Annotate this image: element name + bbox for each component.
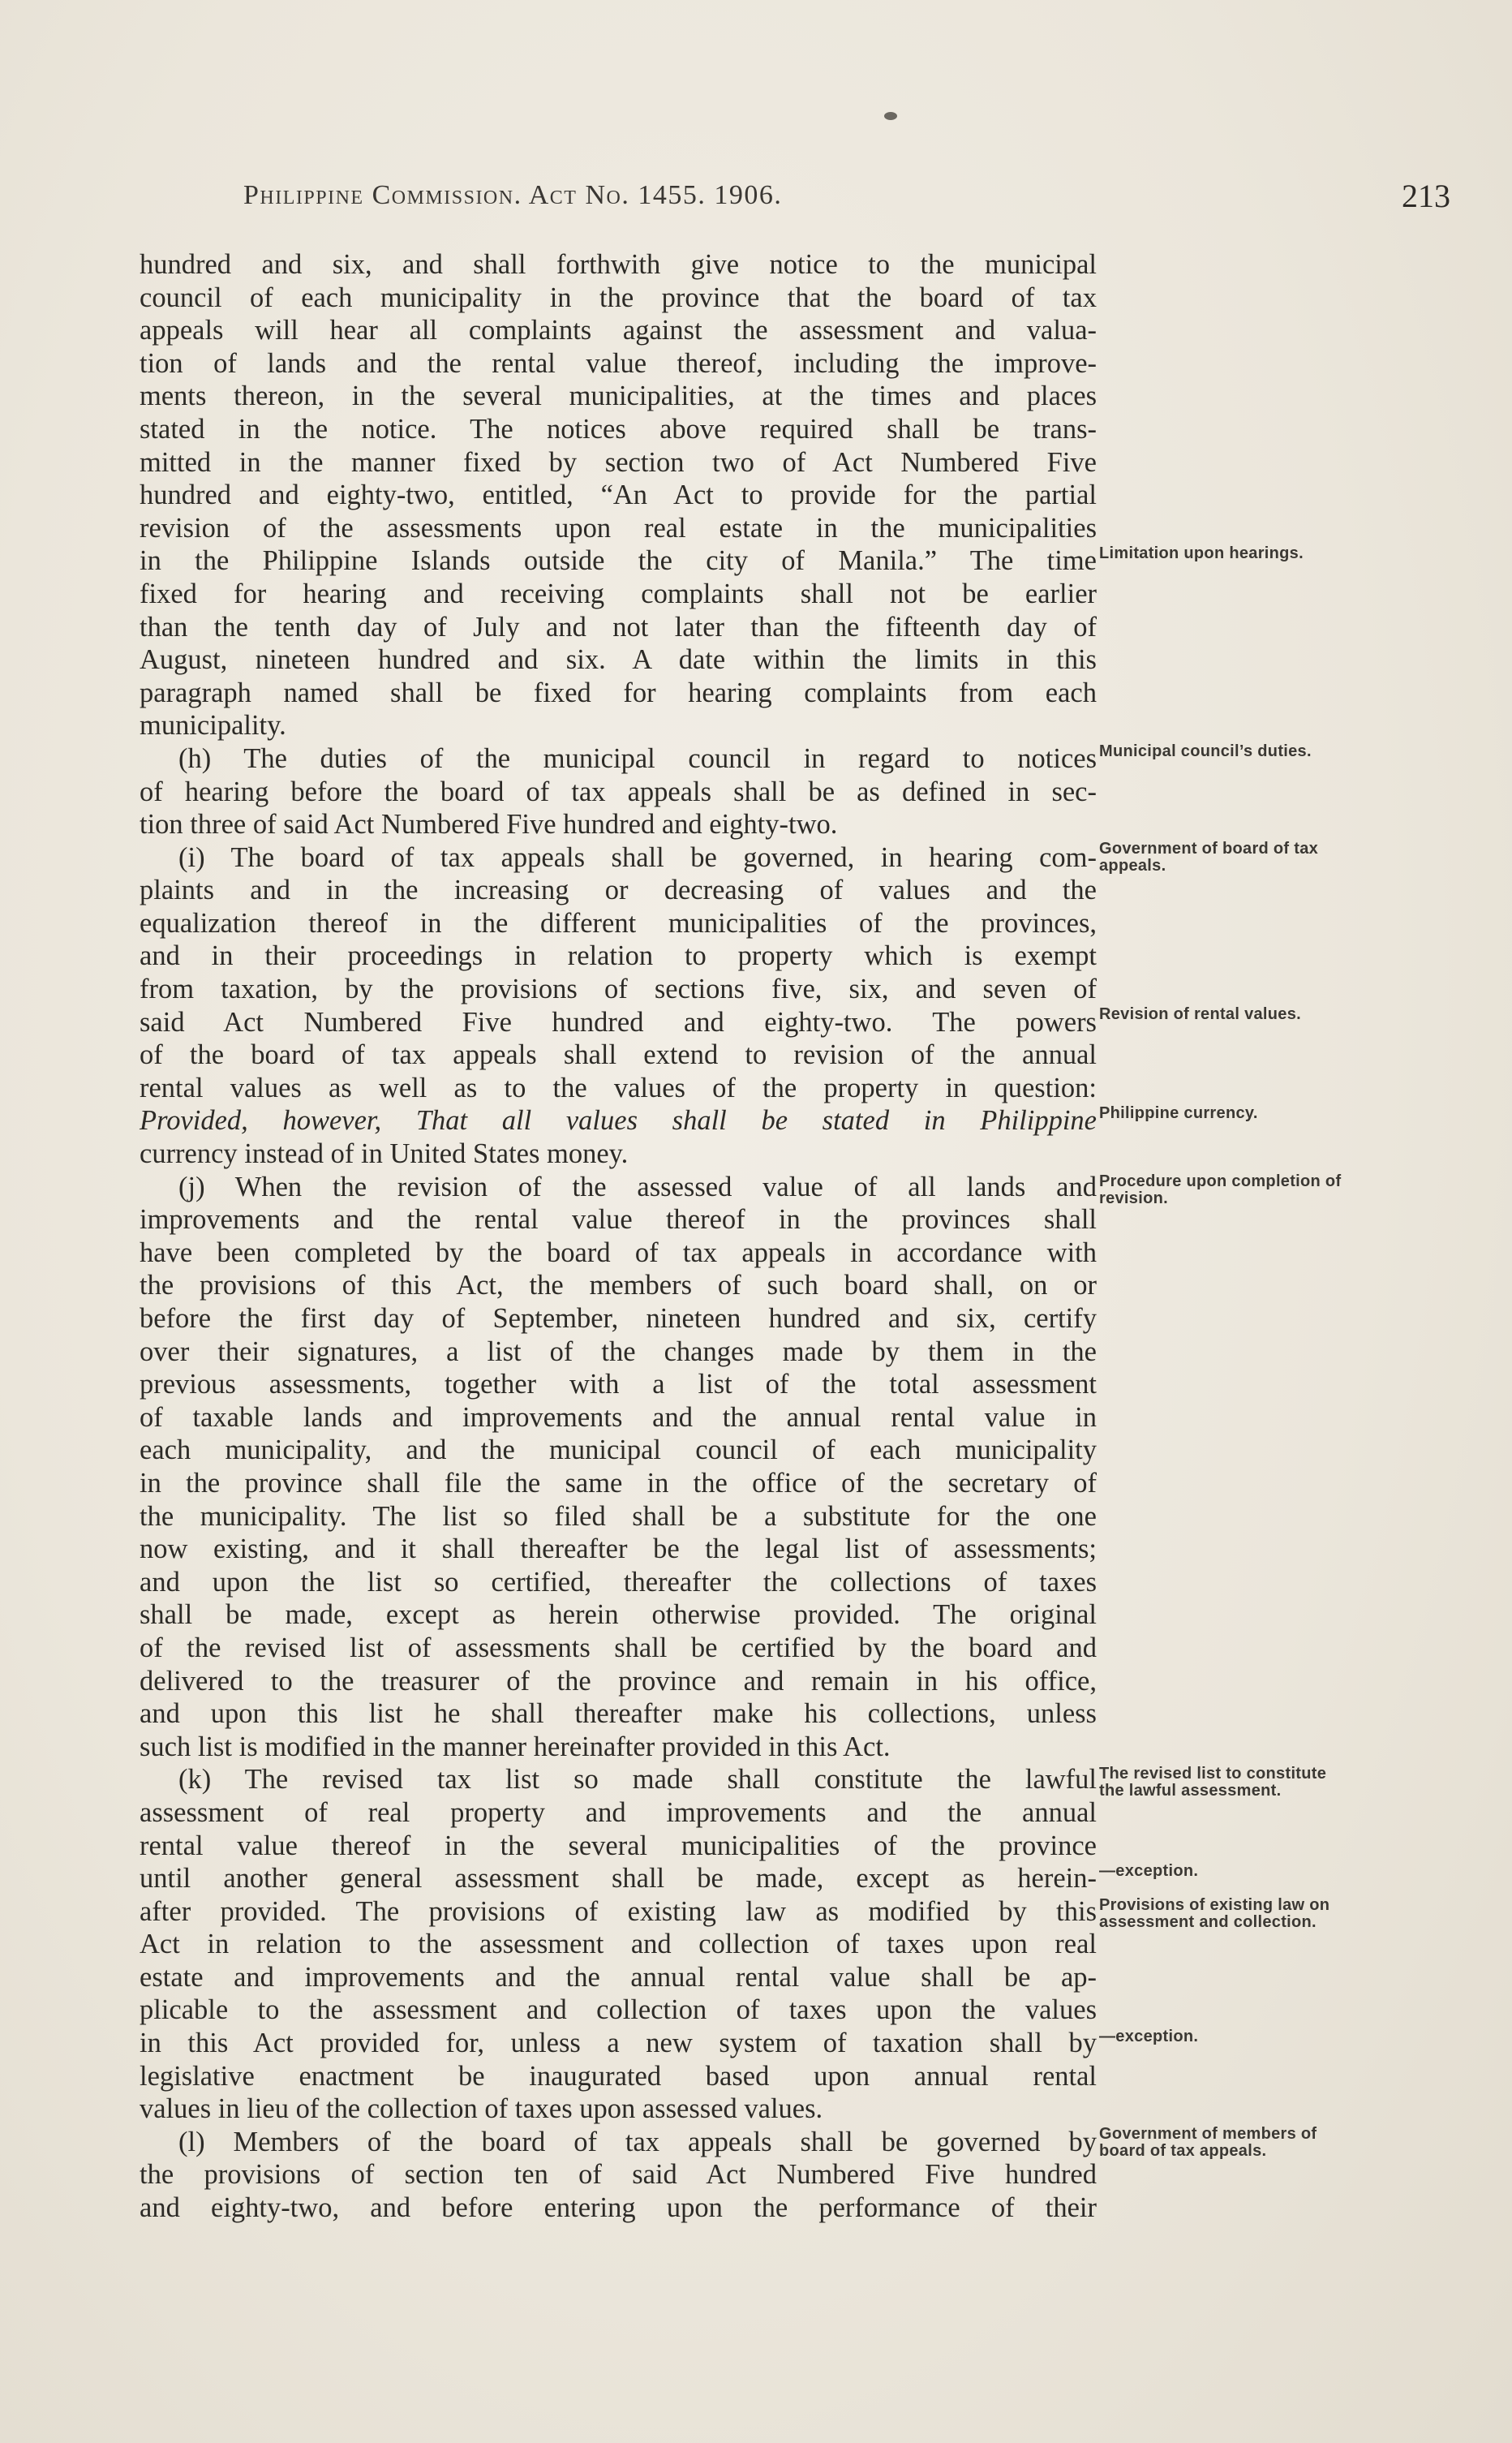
running-head: Philippine Commission. Act No. 1455. 1906. [243,180,783,210]
text-line: than the tenth day of July and not later than the fifteenth day of [140,611,1097,643]
text-line: in the Philippine Islands outside the city of Manila.” The time [140,545,1097,577]
margin-note-currency: Philippine currency. [1099,1104,1258,1122]
margin-note-exception: —exception. [1099,1862,1199,1880]
text-line: fixed for hearing and receiving complaints shall not be earlier [140,578,1097,609]
body-text [140,248,1097,2225]
text-line: estate and improvements and the annual rental value shall be ap- [140,1961,1097,1993]
text-line: after provided. The provisions of existing law as modified by this [140,1895,1097,1927]
page-number: 213 [1402,178,1450,214]
text-line: stated in the notice. The notices above required shall be trans- [140,413,1097,445]
text-line: the provisions of section ten of said Act Numbered Five hundred [140,2159,1097,2191]
margin-note-council-duties: Municipal council’s duties. [1099,742,1312,760]
margin-note-rental-revision: Revision of rental values. [1099,1005,1301,1023]
text-line: assessment of real property and improvements and the annual [140,1796,1097,1828]
text-line: (k) The revised tax list so made shall constitute the lawful [178,1764,1097,1796]
text-line: Act in relation to the assessment and collection of taxes upon real [140,1929,1097,1960]
text-line: previous assessments, together with a list of the total assessment [140,1369,1097,1400]
text-line: plaints and in the increasing or decreasing of values and the [140,875,1097,906]
text-line: plicable to the assessment and collection of taxes upon the values [140,1994,1097,2026]
text-line: ments thereon, in the several municipalities, at the times and places [140,381,1097,412]
text-line: appeals will hear all complaints against the assessment and valua- [140,315,1097,346]
text-line: tion of lands and the rental value thereof, including the improve- [140,347,1097,379]
text-line: of hearing before the board of tax appeals shall be as defined in sec- [140,776,1097,807]
text-line: legislative enactment be inaugurated based upon annual rental [140,2060,1097,2092]
text-line: and in their proceedings in relation to property which is exempt [140,940,1097,972]
text-line: in the province shall file the same in the office of the secretary of [140,1467,1097,1499]
margin-note-board-government: Government of board of tax appeals. [1099,840,1319,875]
margin-note-exception: —exception. [1099,2028,1199,2045]
text-line: equalization thereof in the different municipalities of the provinces, [140,907,1097,939]
text-line: hundred and six, and shall forthwith give notice to the municipal [140,249,1097,280]
margin-note-limitation: Limitation upon hearings. [1099,544,1304,562]
text-line: said Act Numbered Five hundred and eighty-two. The powers [140,1006,1097,1038]
text-line: in this Act provided for, unless a new system of taxation shall by [140,2028,1097,2059]
text-line: (j) When the revision of the assessed value of all lands and [178,1171,1097,1202]
text-line: (i) The board of tax appeals shall be governed, in hearing com- [178,841,1097,873]
ink-spot [884,112,897,120]
text-line: (l) Members of the board of tax appeals shall be governed by [178,2126,1097,2157]
text-line: the provisions of this Act, the members of such board shall, on or [140,1270,1097,1301]
text-line: (h) The duties of the municipal council in regard to notices [178,742,1097,774]
text-line: paragraph named shall be fixed for hearing complaints from each [140,677,1097,708]
text-line: the municipality. The list so filed shall be a substitute for the one [140,1500,1097,1532]
text-line: and upon the list so certified, thereafter the collections of taxes [140,1566,1097,1598]
text-line: of taxable lands and improvements and the annual rental value in [140,1401,1097,1433]
text-line: and eighty-two, and before entering upon the performance of their [140,2192,1097,2224]
text-line: mitted in the manner fixed by section two of Act Numbered Five [140,446,1097,478]
text-line: each municipality, and the municipal council of each municipality [140,1434,1097,1466]
text-line: have been completed by the board of tax appeals in accordance with [140,1237,1097,1268]
text-line: council of each municipality in the province that the board of tax [140,282,1097,313]
text-line: August, nineteen hundred and six. A date within the limits in this [140,644,1097,676]
text-line: rental values as well as to the values of the property in question: [140,1072,1097,1103]
text-line-proviso: Provided, however, That all values shall be stated in Philippine [140,1105,1097,1137]
text-line: before the first day of September, nineteen hundred and six, certify [140,1303,1097,1334]
text-line: values in lieu of the collection of taxes upon assessed values. [140,2093,823,2125]
text-line: delivered to the treasurer of the province and remain in his office, [140,1665,1097,1697]
margin-note-revised-list: The revised list to constitute the lawful assessment. [1099,1765,1327,1800]
text-line: such list is modified in the manner hereinafter provided in this Act. [140,1731,891,1762]
text-line: revision of the assessments upon real estate in the municipalities [140,512,1097,544]
text-line: improvements and the rental value thereof in the provinces shall [140,1204,1097,1236]
text-line: hundred and eighty-two, entitled, “An Act to provide for the partial [140,480,1097,511]
text-line: municipality. [140,710,286,742]
text-line: currency instead of in United States money. [140,1138,629,1170]
text-line: of the board of tax appeals shall extend to revision of the annual [140,1039,1097,1071]
margin-note-members-government: Government of members of board of tax appeals. [1099,2125,1317,2160]
margin-note-existing-law: Provisions of existing law on assessment and collection. [1099,1896,1330,1931]
text-line: now existing, and it shall thereafter be the legal list of assessments; [140,1533,1097,1565]
text-line: of the revised list of assessments shall be certified by the board and [140,1632,1097,1663]
text-line: tion three of said Act Numbered Five hundred and eighty-two. [140,809,838,841]
text-line: shall be made, except as herein otherwise provided. The original [140,1599,1097,1631]
text-line: from taxation, by the provisions of sections five, six, and seven of [140,974,1097,1005]
text-line: over their signatures, a list of the changes made by them in the [140,1335,1097,1367]
text-line: and upon this list he shall thereafter make his collections, unless [140,1698,1097,1730]
margin-note-procedure: Procedure upon completion of revision. [1099,1172,1342,1207]
text-line: rental value thereof in the several municipalities of the province [140,1830,1097,1861]
text-line: until another general assessment shall be made, except as herein- [140,1863,1097,1895]
